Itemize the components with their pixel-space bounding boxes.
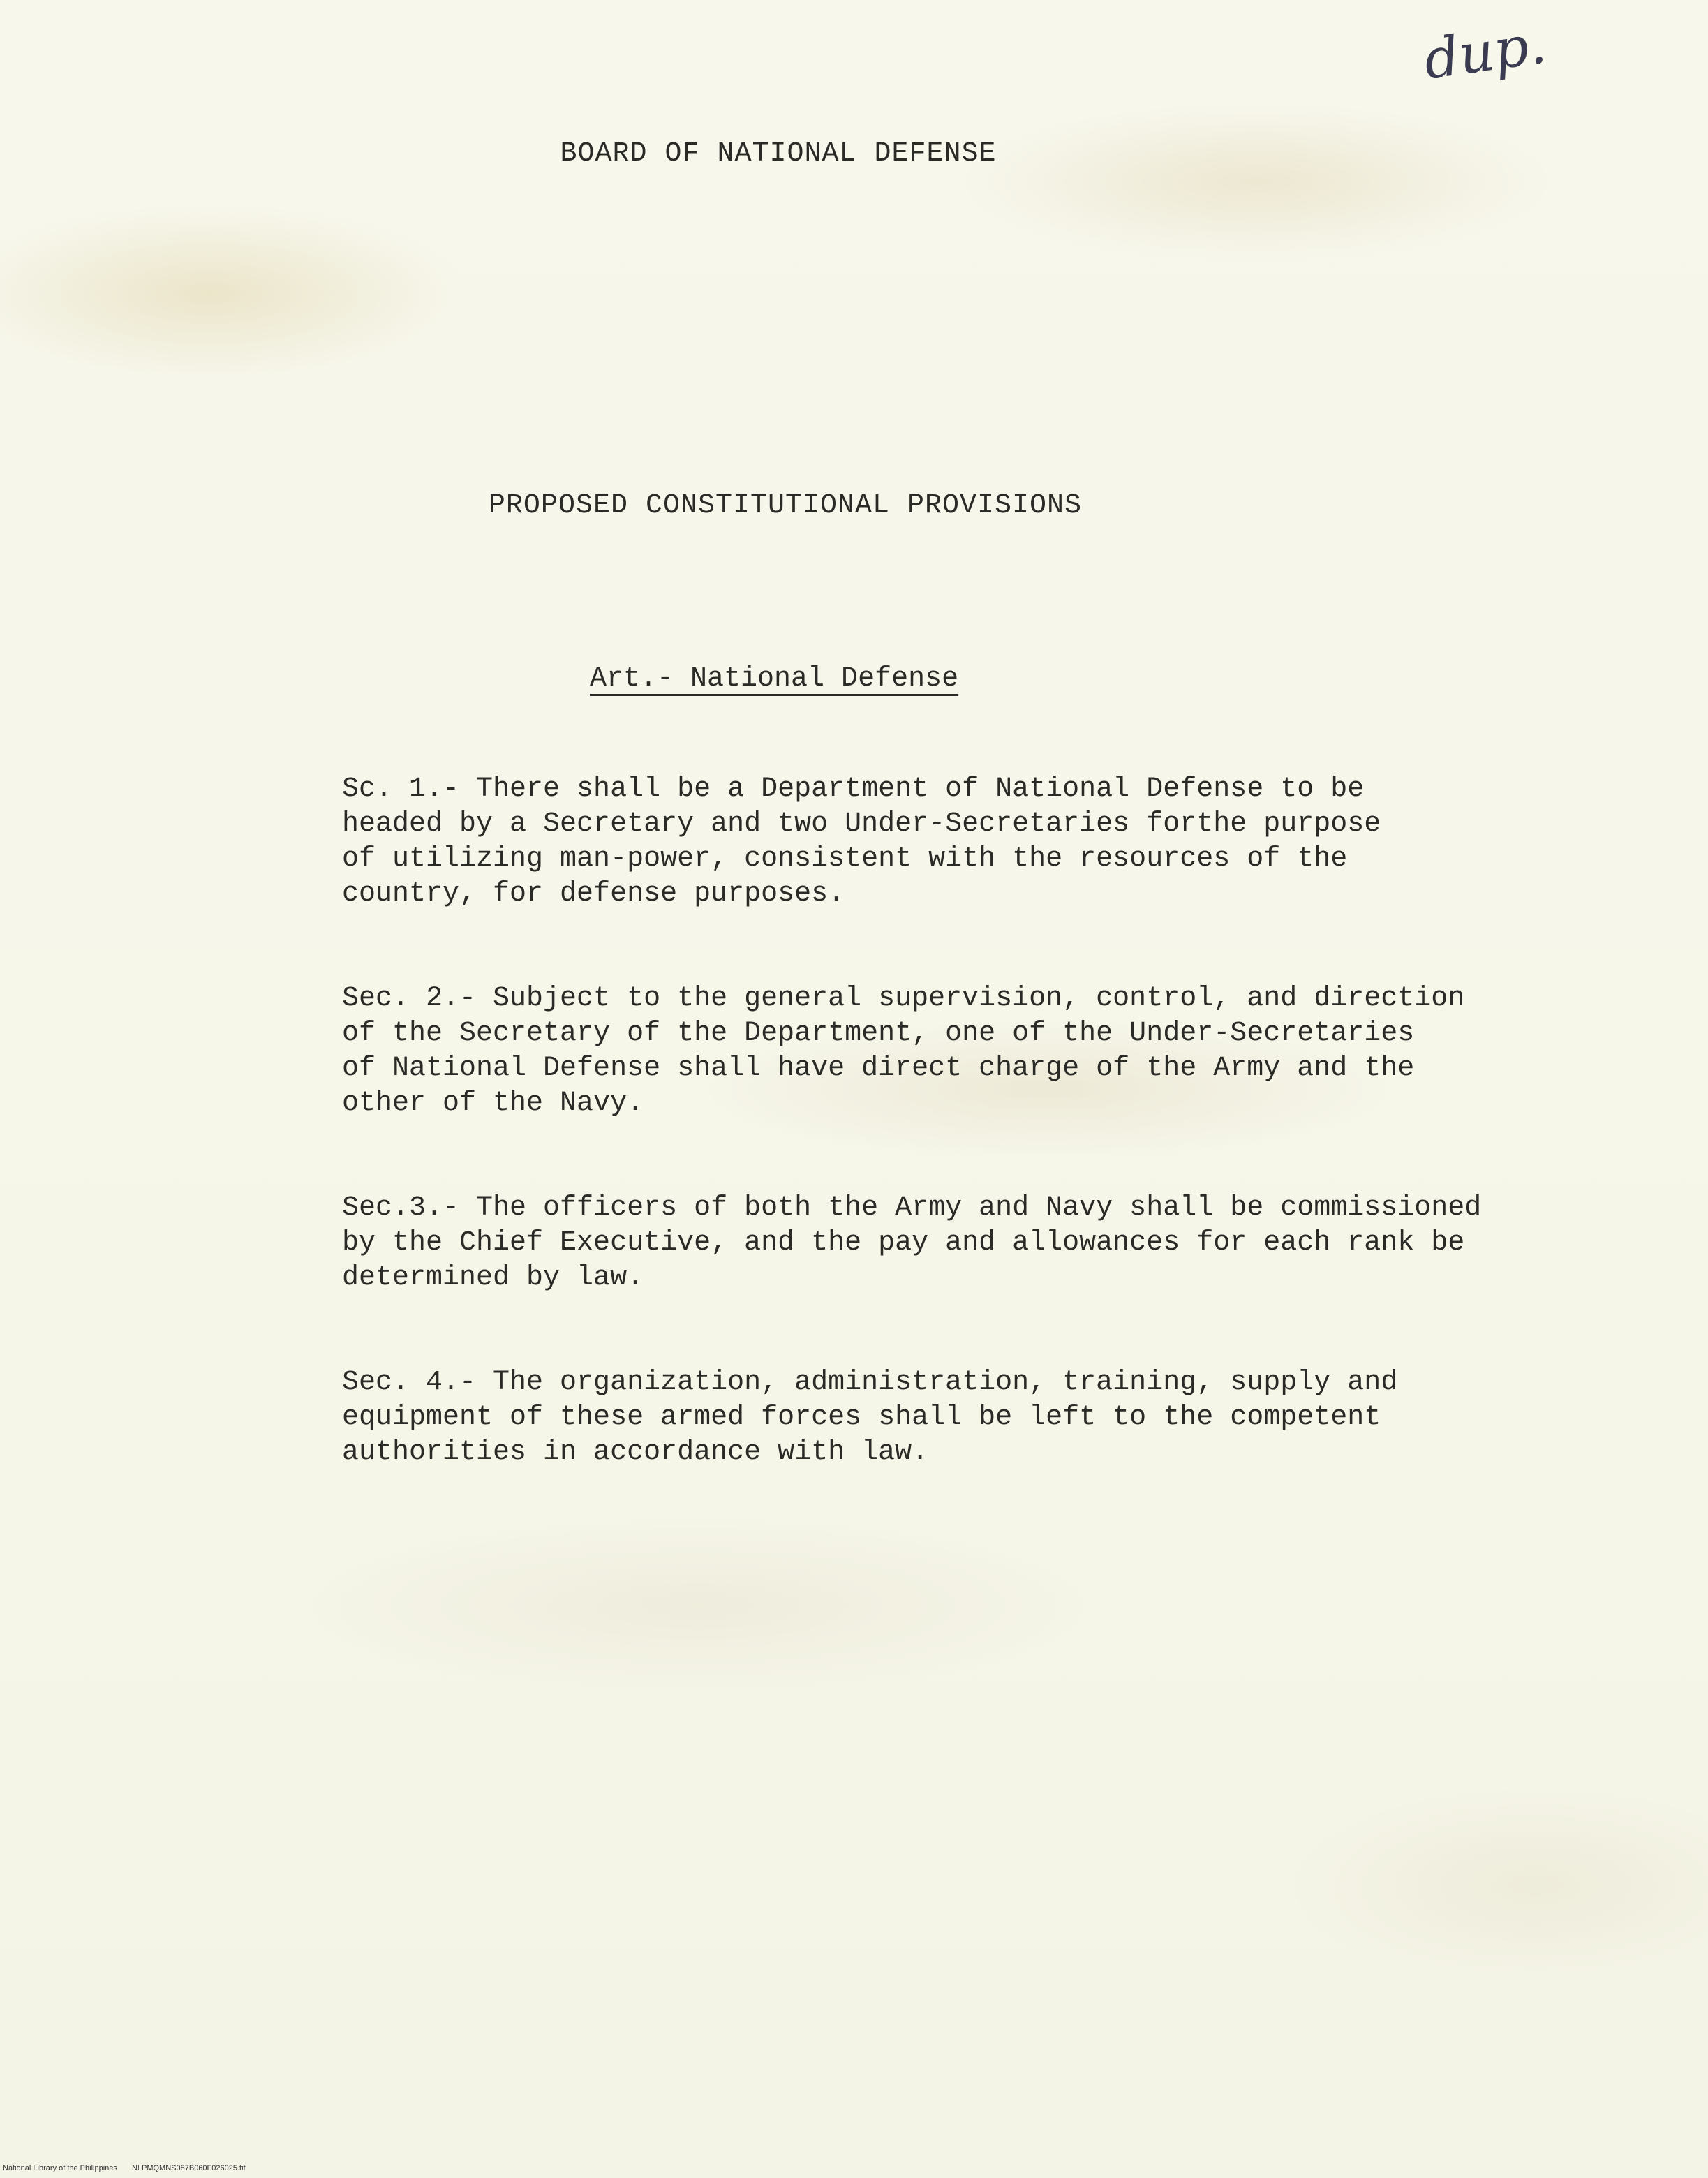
article-heading: Art.- National Defense: [590, 663, 959, 695]
scan-footer: [3, 2164, 258, 2172]
section-3: Sec.3.- The officers of both the Army and Navy shall be commissioned by the Chief Executive, and the pay and allowances for each rank be determined by law.: [342, 1192, 1482, 1294]
section-2: Sec. 2.- Subject to the general supervision, control, and direction of the Secretary of the Department, one of the Under-Secretaries of National Defense shall have direct charge of the Army and the other of the Navy.: [342, 983, 1465, 1119]
document-title: BOARD OF NATIONAL DEFENSE: [560, 138, 997, 170]
footer-filename: NLPMQMNS087B060F026025.tif: [131, 2164, 246, 2172]
section-4: Sec. 4.- The organization, administration, training, supply and equipment of these armed forces shall be left to the competent authorities in accordance with law.: [342, 1367, 1398, 1468]
section-1: Sc. 1.- There shall be a Department of National Defense to be headed by a Secretary and two Under-Secretaries forthe purpose of utilizing man-power, consistent with the resources of the country, for defense purposes.: [342, 773, 1381, 910]
document-subtitle: PROPOSED CONSTITUTIONAL PROVISIONS: [488, 490, 1083, 521]
footer-library: National Library of the Philippines: [3, 2164, 117, 2172]
handwritten-note: dup.: [1420, 13, 1550, 92]
